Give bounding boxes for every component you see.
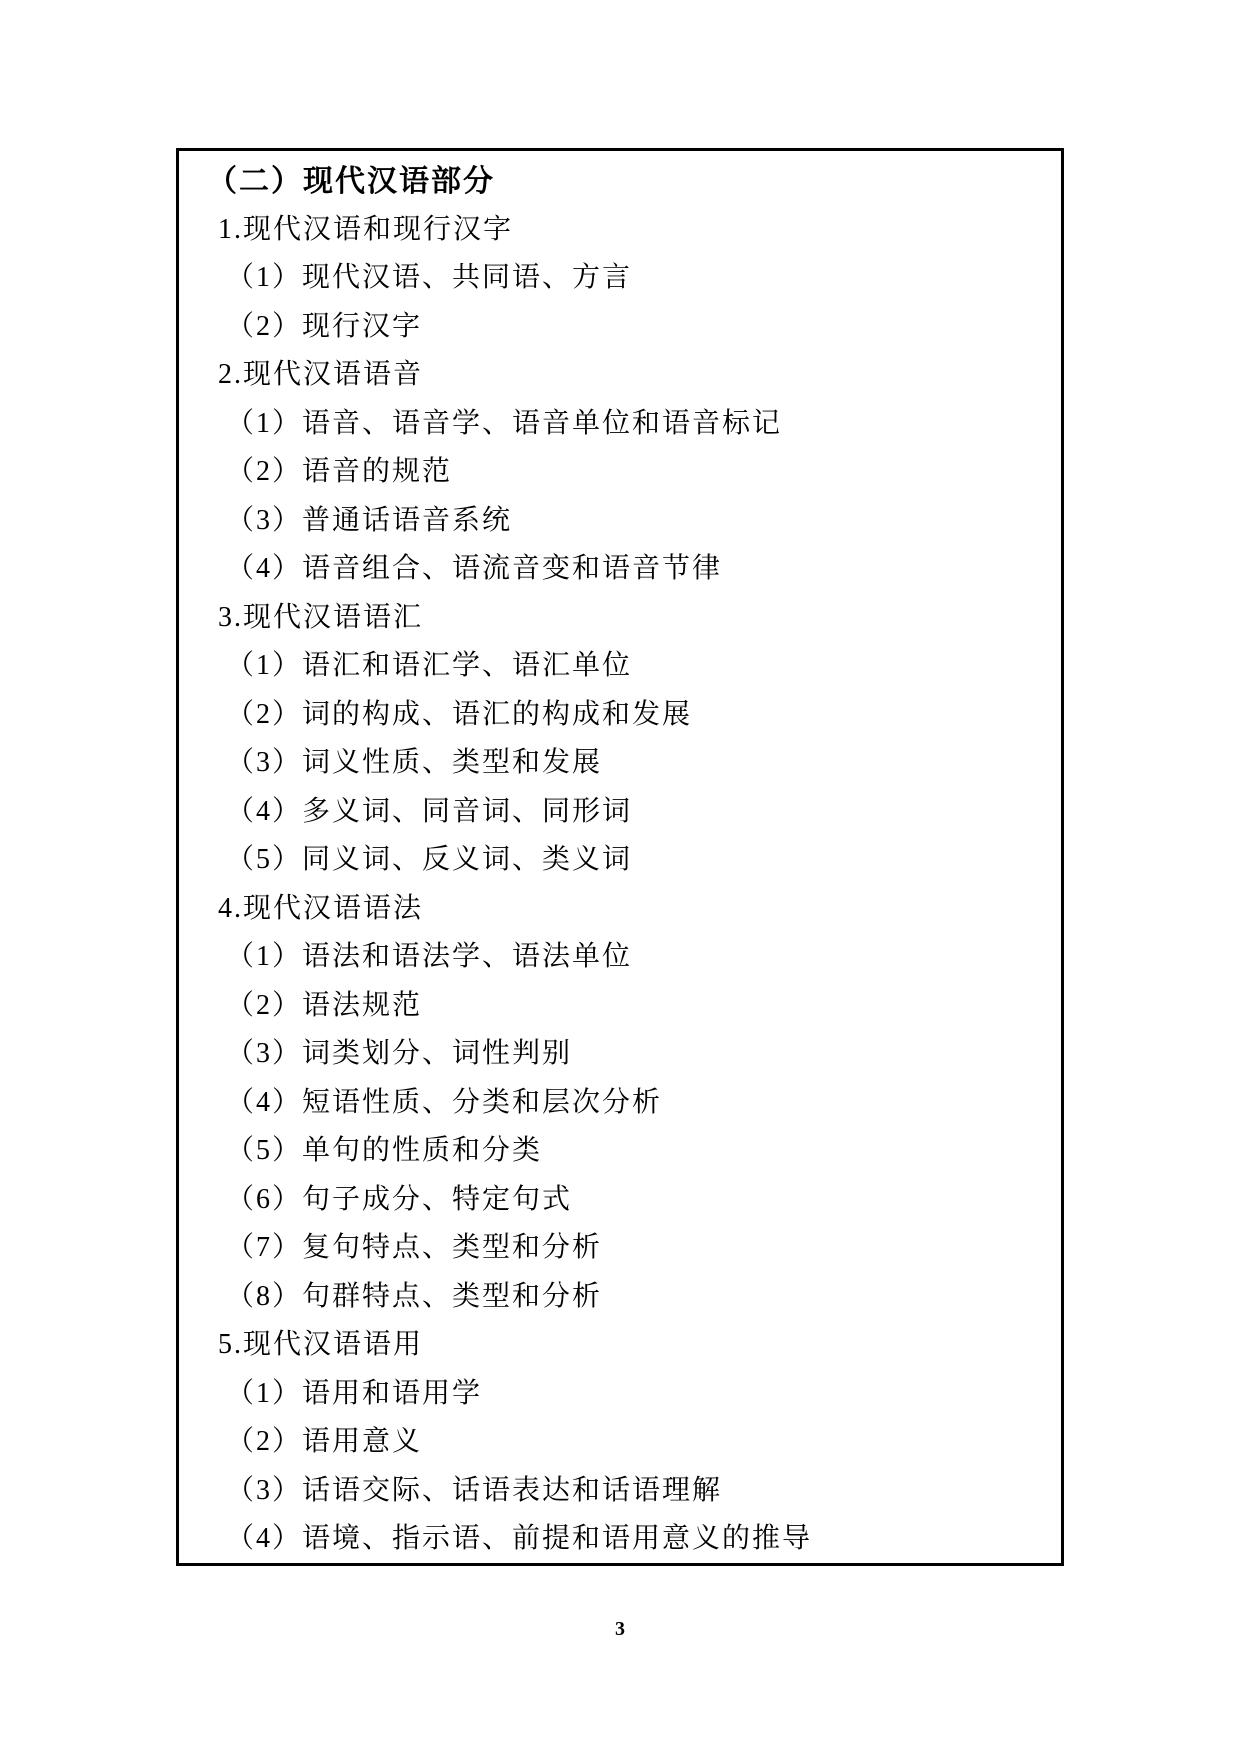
outline-item-2-4: （4）语音组合、语流音变和语音节律	[226, 553, 723, 585]
outline-item-4-2: （2）语法规范	[226, 989, 423, 1021]
outline-item-4-7: （7）复句特点、类型和分析	[226, 1232, 603, 1264]
outline-item-3-1: （1）语汇和语汇学、语汇单位	[226, 650, 633, 682]
outline-item-5-4: （4）语境、指示语、前提和语用意义的推导	[226, 1523, 813, 1555]
outline-item-2-1: （1）语音、语音学、语音单位和语音标记	[226, 407, 783, 439]
section-heading: （二）现代汉语部分	[207, 165, 495, 199]
outline-item-4-8: （8）句群特点、类型和分析	[226, 1280, 603, 1312]
outline-item-2-3: （3）普通话语音系统	[226, 504, 513, 536]
outline-border-box	[176, 148, 1064, 1566]
outline-item-3-2: （2）词的构成、语汇的构成和发展	[226, 698, 693, 730]
outline-item-1-1: （1）现代汉语、共同语、方言	[226, 262, 633, 294]
outline-item-2-2: （2）语音的规范	[226, 456, 453, 488]
outline-item-1-2: （2）现行汉字	[226, 310, 423, 342]
outline-item-4-1: （1）语法和语法学、语法单位	[226, 941, 633, 973]
page-number: 3	[615, 1618, 625, 1640]
outline-item-4-5: （5）单句的性质和分类	[226, 1135, 543, 1167]
outline-item-4-4: （4）短语性质、分类和层次分析	[226, 1086, 663, 1118]
outline-item-3-4: （4）多义词、同音词、同形词	[226, 795, 633, 827]
outline-item-3: 3.现代汉语语汇	[218, 601, 424, 633]
outline-item-4-3: （3）词类划分、词性判别	[226, 1038, 573, 1070]
outline-item-5: 5.现代汉语语用	[218, 1329, 424, 1361]
outline-item-3-5: （5）同义词、反义词、类义词	[226, 844, 633, 876]
outline-item-1: 1.现代汉语和现行汉字	[218, 213, 514, 245]
outline-item-5-3: （3）话语交际、话语表达和话语理解	[226, 1474, 723, 1506]
outline-item-5-2: （2）语用意义	[226, 1426, 423, 1458]
outline-item-4-6: （6）句子成分、特定句式	[226, 1183, 573, 1215]
outline-item-3-3: （3）词义性质、类型和发展	[226, 747, 603, 779]
outline-item-4: 4.现代汉语语法	[218, 892, 424, 924]
outline-item-2: 2.现代汉语语音	[218, 359, 424, 391]
outline-item-5-1: （1）语用和语用学	[226, 1377, 483, 1409]
